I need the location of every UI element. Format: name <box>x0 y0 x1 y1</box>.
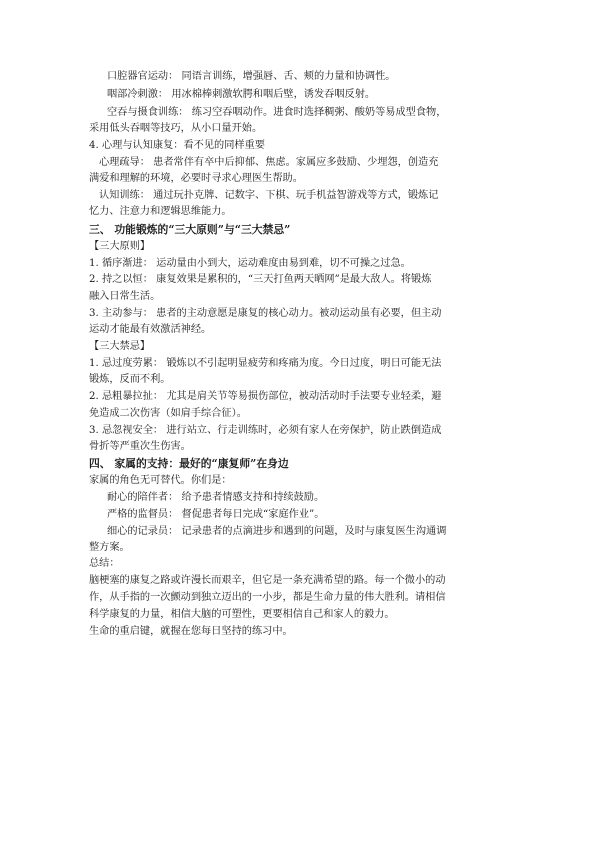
text-line: 采用低头吞咽等技巧，从小口量开始。 <box>89 123 263 134</box>
section-heading: 四、 家属的支持：最好的“康复师”在身边 <box>89 457 289 470</box>
list-item: 3. 忌忽视安全： 进行站立、行走训练时，必须有家人在旁保护，防止跌倒造成 <box>89 425 442 436</box>
list-item: 2. 忌粗暴拉扯： 尤其是肩关节等易损伤部位，被动活动时手法要专业轻柔，避 <box>89 391 442 402</box>
summary-heading: 总结： <box>89 558 120 569</box>
list-heading: 【三大禁忌】 <box>89 341 151 352</box>
text-line: 整方案。 <box>89 542 130 553</box>
role-item: 耐心的陪伴者： 给予患者情感支持和持续鼓励。 <box>107 492 325 503</box>
text-line: 融入日常生活。 <box>89 291 161 302</box>
text-line: 免造成二次伤害（如肩手综合征）。 <box>89 408 247 419</box>
text-line: 空吞与摄食训练： 练习空吞咽动作。进食时选择稠粥、酸奶等易成型食物， <box>107 107 447 118</box>
list-item: 1. 循序渐进： 运动量由小到大，运动难度由易到难，切不可操之过急。 <box>89 258 411 269</box>
text-line: 认知训练： 通过玩扑克牌、记数字、下棋、玩手机益智游戏等方式，锻炼记 <box>99 190 439 201</box>
summary-text: 脑梗塞的康复之路或许漫长而艰辛，但它是一条充满希望的路。每一个微小的动 <box>89 575 446 586</box>
text-line: 满爱和理解的环境，必要时寻求心理医生帮助。 <box>89 173 303 184</box>
text-line: 心理疏导： 患者常伴有卒中后抑郁、焦虑。家属应多鼓励、少埋怨，创造充 <box>99 157 439 168</box>
list-item: 3. 主动参与： 患者的主动意愿是康复的核心动力。被动运动虽有必要，但主动 <box>89 308 442 319</box>
text-line: 口腔器官运动： 同语言训练，增强唇、舌、颊的力量和协调性。 <box>107 71 396 82</box>
summary-text: 作，从手指的一次颤动到独立迈出的一小步，都是生命力量的伟大胜利。请相信 <box>89 592 446 603</box>
text-line: 锻炼，反而不利。 <box>89 374 171 385</box>
subsection-heading: 4. 心理与认知康复：看不见的同样重要 <box>89 140 265 151</box>
role-item: 严格的监督员： 督促患者每日完成“家庭作业”。 <box>107 509 325 520</box>
text-line: 家属的角色无可替代。你们是： <box>89 475 232 486</box>
text-line: 运动才能最有效激活神经。 <box>89 324 212 335</box>
list-heading: 【三大原则】 <box>89 241 151 252</box>
summary-text: 科学康复的力量，相信大脑的可塑性，更要相信自己和家人的毅力。 <box>89 609 395 620</box>
role-item: 细心的记录员： 记录患者的点滴进步和遇到的问题，及时与康复医生沟通调 <box>107 526 447 537</box>
list-item: 1. 忌过度劳累： 锻炼以不引起明显疲劳和疼痛为度。今日过度，明日可能无法 <box>89 358 442 369</box>
text-line: 咽部冷刺激： 用冰棉棒刺激软腭和咽后壁，诱发吞咽反射。 <box>107 89 376 100</box>
summary-text: 生命的重启键，就握在您每日坚持的练习中。 <box>89 626 293 637</box>
text-line: 忆力、注意力和逻辑思维能力。 <box>89 206 232 217</box>
text-line: 骨折等严重次生伤害。 <box>89 441 191 452</box>
list-item: 2. 持之以恒： 康复效果是累积的，“三天打鱼两天晒网”是最大敌人。将锻炼 <box>89 274 432 285</box>
section-heading: 三、 功能锻炼的“三大原则”与“三大禁忌” <box>89 223 291 236</box>
